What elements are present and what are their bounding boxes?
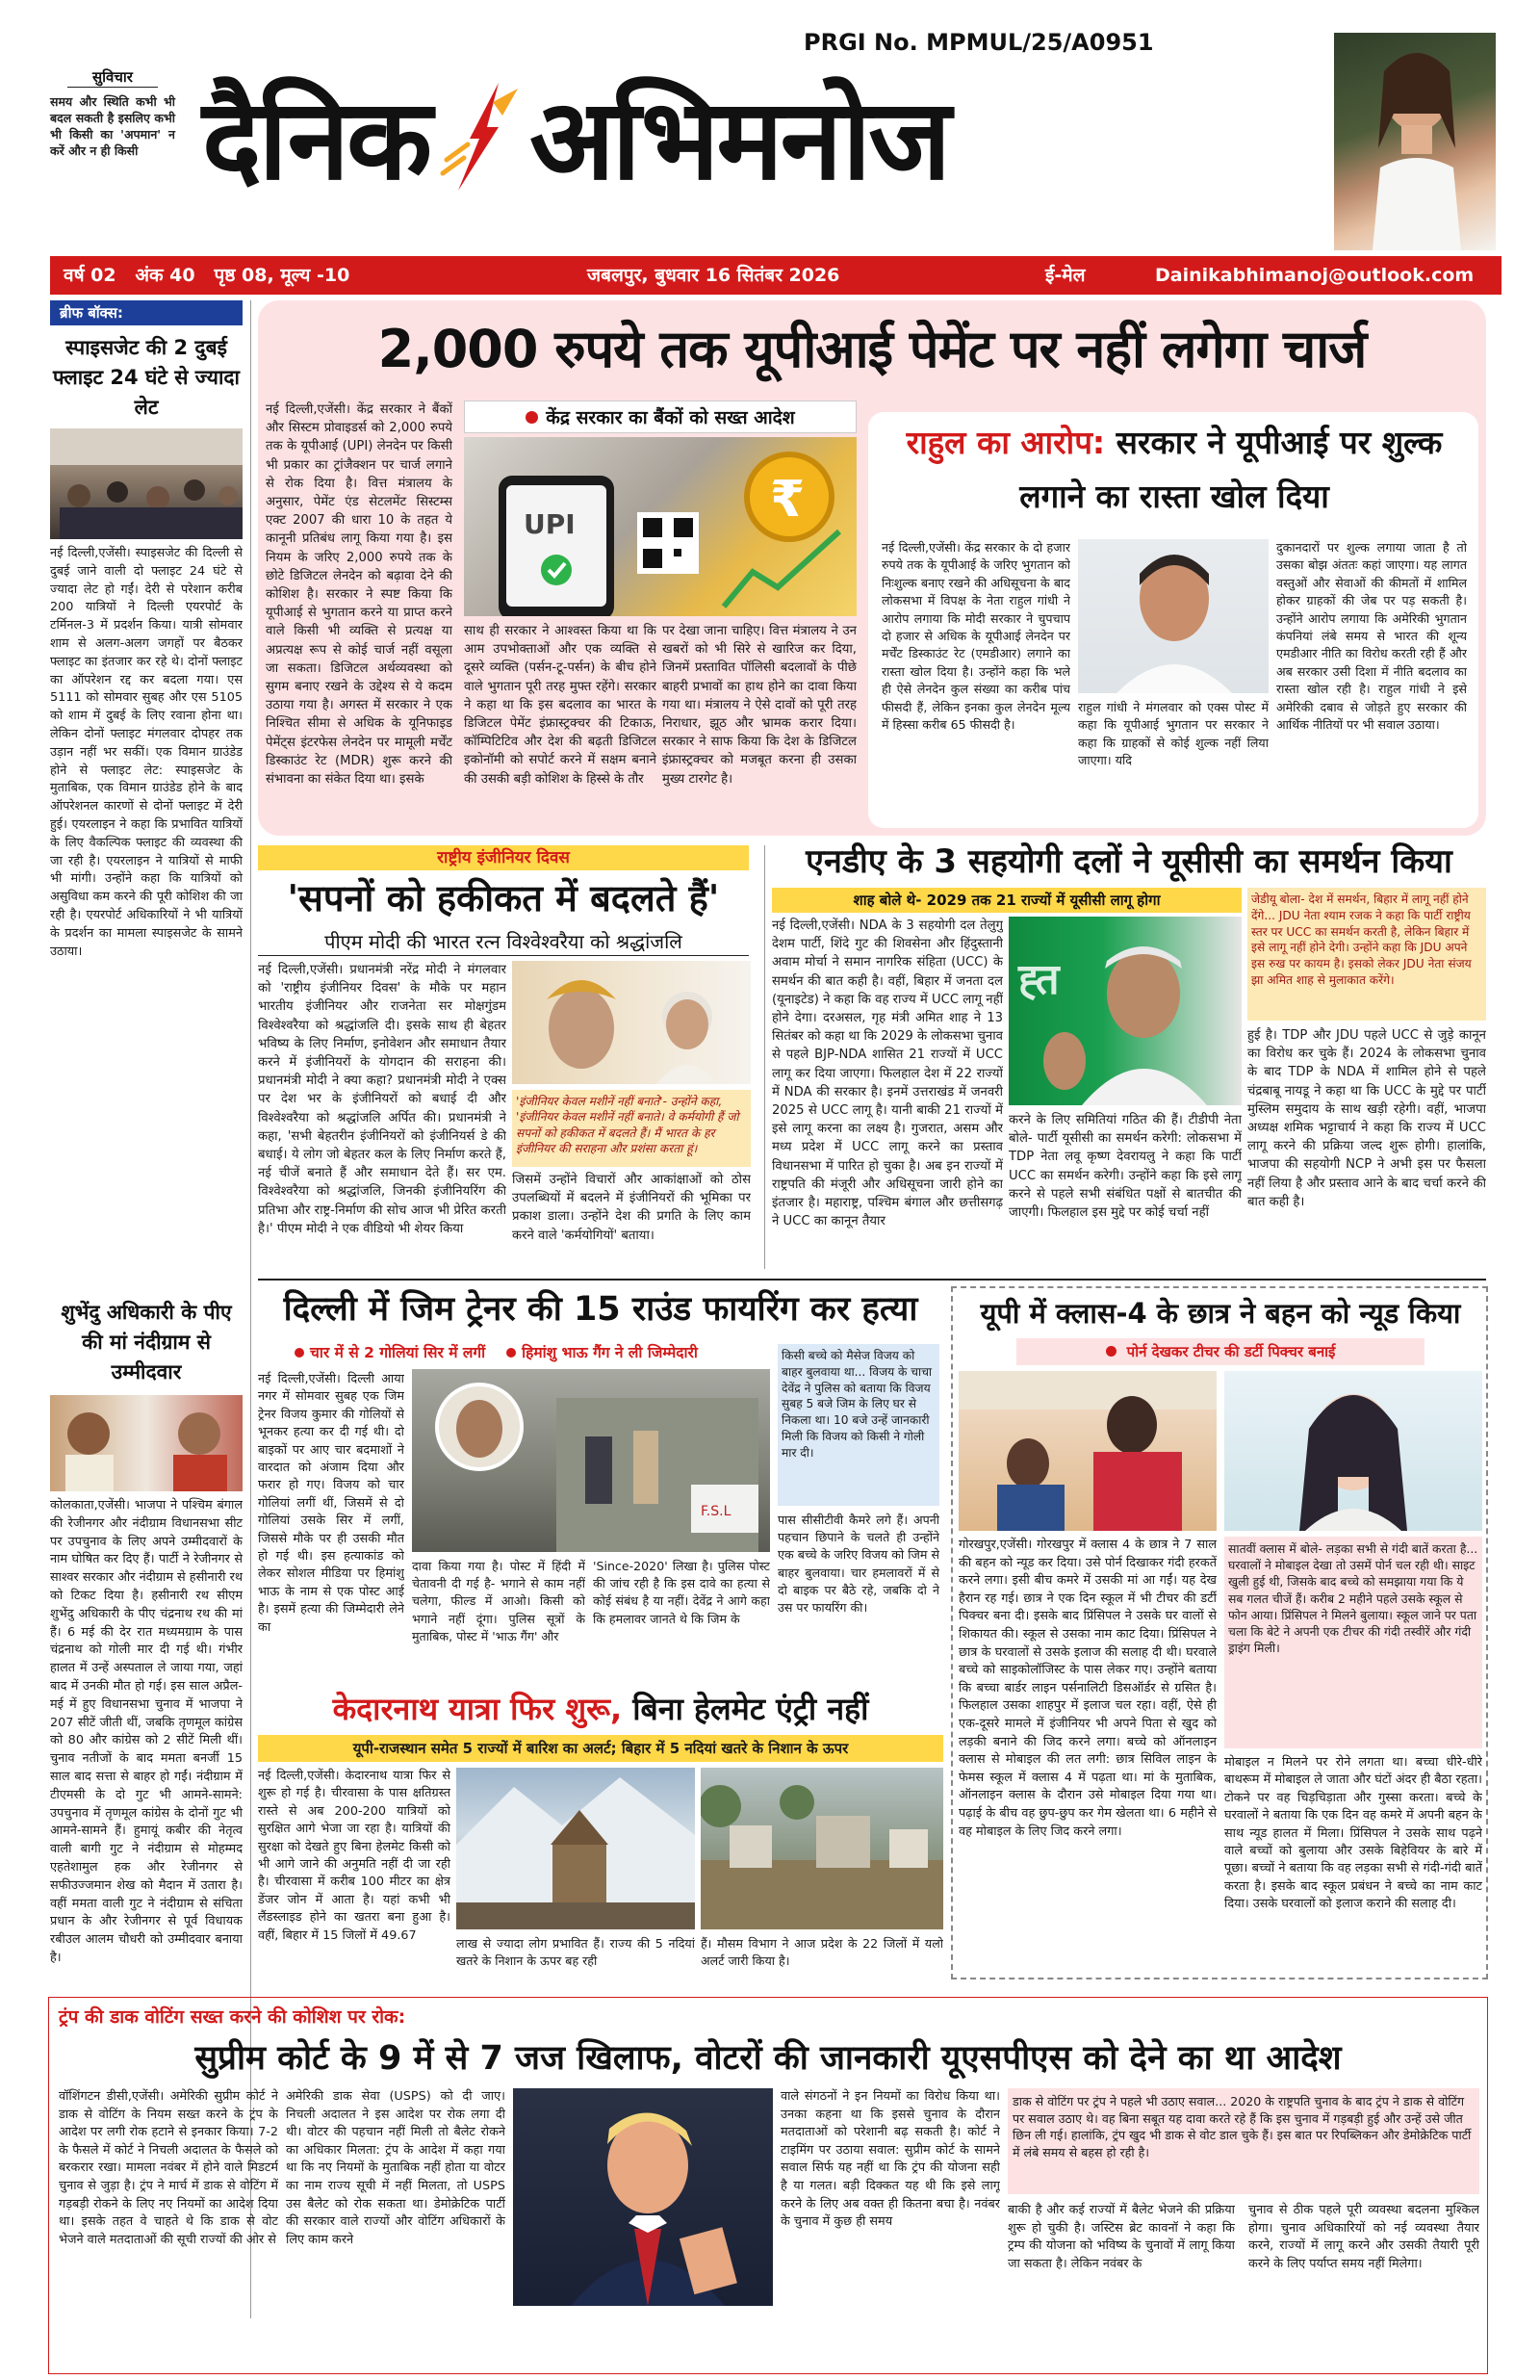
court-story-box (48, 1997, 1488, 2374)
lead-col3: पर देखा जाना चाहिए। वित्त मंत्रालय ने उन खबरों को भी सिरे से खारिज कर दिया, जिनमें प्रस्तावित पॉलिसी बदलावों के पीछे बाहरी प्रभावों का हाथ होने का दावा किया गया था। मंत्रालय ने ऐसे दावों को पूरी तरह निराधार, झूठ और भ्रामक करार दिया। सरकार ने साफ किया कि देश के डिजिटल इंफ्रास्ट्रक्चर को मजबूत करना ही उसका मुख्य टारगेट है। (662, 624, 857, 787)
sidebar-story2-text: कोलकाता,एजेंसी। भाजपा ने पश्चिम बंगाल की रेजीनगर और नंदीग्राम विधानसभा सीट पर उपचुनाव के लिए अपने उम्मीदवारों के नाम घोषित कर दिए हैं। पार्टी ने रेजीनगर से साश्वर सरकार और नंदीग्राम से हसीनारी रथ को टिकट दिया है। हसीनारी रथ सीएम शुभेंदु अधिकारी के पीए चंद्रनाथ रथ की मां हैं। 6 मई की देर रात मध्यमग्राम के पास चंद्रनाथ को गोली मार दी गई थी। गंभीर हालत में उन्हें अस्पताल ले जाया गया, जहां बाद में उनकी मौत हो गई। इस साल अप्रैल-मई में हुए विधानसभा चुनाव में भाजपा ने 207 सीटें जीती थीं, जबकि तृणमूल कांग्रेस को 80 और कांग्रेस को 2 सीटें मिली थीं। चुनाव नतीजों के बाद ममता बनर्जी 15 साल बाद सत्ता से बाहर हो गईं। नंदीग्राम में टीएमसी के दो गुट भी आमने-सामने: उपचुनाव में तृणमूल कांग्रेस के दोनों गुट भी आमने-सामने हैं। हुमायूं कबीर की नेतृत्व वाली बागी गुट ने नंदीग्राम से मोहम्मद एहतेशामुल हक और रेजीनगर से सफीउज्जमान शेख को मैदान में उतारा है। वहीं ममता वाली गुट ने नंदीग्राम से संचिता प्रधान के और रेजीनगर से पूर्व विधायक रबीउल आलम चौधरी को उम्मीदवार बनाया है। (50, 1498, 243, 1965)
gym-col4: पास सीसीटीवी कैमरे लगे हैं। अपनी पहचान छिपाने के चलते ही उन्होंने एक बच्चे के जरिए विजय को जिम से बाहर बुलवाया। चार हमलावरों में से दो बाइक पर बैठे रहे, जबकि दो ने उस पर फायरिंग की। (778, 1513, 939, 1616)
school-headline: यूपी में क्लास-4 के छात्र ने बहन को न्यूड किया (980, 1297, 1461, 1330)
lead-sub-banner (464, 401, 857, 433)
thought-text: समय और स्थिति कभी भी बदल सकती है इसलिए कभी भी किसी का 'अपमान' न करें और न ही किसी (50, 94, 175, 158)
court-col1: वॉशिंगटन डीसी,एजेंसी। अमेरिकी सुप्रीम कोर्ट ने डाक से वोटिंग के नियम सख्त करने के ट्रंप के आदेश पर लगी रोक हटाने से इनकार किया। 7-2 के फैसले में कोर्ट ने निचली अदालत के फैसले को बरकरार रखा। मामला नवंबर में होने वाले मिडटर्म चुनाव से जुड़ा है। ट्रंप ने मार्च में डाक से वोटिंग में गड़बड़ी रोकने के लिए नए नियमों का आदेश दिया था। इसके तहत वे चाहते थे कि डाक से वोट भेजने वाले मतदाताओं की सूची राज्यों की ओर से (59, 2089, 278, 2247)
rahul-photo-caption: राहुल गांधी ने मंगलवार को एक्स पोस्ट में कहा कि यूपीआई भुगतान पर सरकार ने कहा कि ग्राहकों से कोई शुल्क नहीं लिया जाएगा। यदि (1078, 700, 1269, 768)
lead-headline: 2,000 रुपये तक यूपीआई पेमेंट पर नहीं लगेगा चार्ज (377, 319, 1367, 379)
engineer-headline: 'सपनों को हकीकत में बदलते हैं' (287, 877, 720, 919)
school-col2: मोबाइल न मिलने पर रोने लगता था। बच्चा धीरे-धीरे बाथरूम में मोबाइल ले जाता और घंटों अंदर ही बैठा रहता। टोकने पर वह चिड़चिड़ाता और गुस्सा करता। बच्चे के घरवालों ने बताया कि एक दिन वह कमरे में अपनी बहन के साथ न्यूड हालत में मिला। प्रिंसिपल ने उसके साथ पढ़ने वाले बच्चों को बुलाया और उसके बिहेवियर के बारे में पूछा। बच्चों ने बताया कि वह लड़का सभी से गंदी-गंदी बातें करता है। इसके बाद स्कूल प्रबंधन ने बच्चे का नाम काट दिया। उसके घरवालों को इलाज कराने की सलाह दी। (1224, 1755, 1482, 1912)
row-divider-1 (258, 1279, 1486, 1281)
rahul-headline (876, 416, 1473, 524)
svg-text:UPI: UPI (524, 508, 576, 540)
lead-col2: साथ ही सरकार ने आश्वस्त किया था कि आम उपभोक्ताओं और एक व्यक्ति से दूसरे व्यक्ति (पर्सन-टू-पर्सन) के बीच होने वाले भुगतान पूरी तरह मुफ्त रहेंगे। सरकार ने कहा था कि इस बदलाव का भारत के डिजिटल पेमेंट इंफ्रास्ट्रक्चर की टिकाऊ, कॉम्पिटिटिव और देश की बढ़ती डिजिटल इकोनॉमी को सपोर्ट करने में सक्षम बनाने की उसकी बड़ी कोशिश के हिस्से के तौर (464, 624, 656, 787)
title-part-1: दैनिक (202, 75, 430, 205)
court-col2: अमेरिकी डाक सेवा (USPS) को दी जाए। निचली अदालत ने इस आदेश पर रोक लगा दी थी। वोटर की पहचान नहीं मिली तो बैलेट रोकने का अधिकार मिलता: ट्रंप के आदेश में कहा गया था कि नए नियमों के मुताबिक नहीं होता या वोटर का नाम राज्य सूची में नहीं मिलता, तो USPS उस बैलेट को रोक सकता था। डेमोक्रेटिक पार्टी की सरकार वाले राज्यों और वोटिंग अधिकारों के लिए काम करने (286, 2089, 505, 2247)
ucc-headline: एनडीए के 3 सहयोगी दलों ने यूसीसी का समर्थन किया (806, 842, 1452, 881)
gym-crime-photo (412, 1369, 770, 1552)
masthead (0, 0, 1540, 252)
school-story (959, 1292, 1482, 1976)
gym-sub2: हिमांशु भाऊ गैंग ने ली जिम्मेदारी (522, 1344, 698, 1361)
svg-text:ह्त: ह्त (1018, 955, 1060, 1004)
kedarnath-headline (258, 1687, 943, 1731)
girl-distress-photo (1224, 1371, 1482, 1531)
ucc-col2: करने के लिए समितियां गठित की हैं। टीडीपी नेता बोले- पार्टी यूसीसी का समर्थन करेगी: लोकसभा में TDP नेता लवू कृष्ण देवरायलु ने कहा कि पार्टी UCC का समर्थन करेगी। उन्होंने कहा कि इसे लागू करने से पहले सभी संबंधित पक्षों से बातचीत की जाएगी। फिलहाल इस मुद्दे पर कोई चर्चा नहीं (1009, 1113, 1242, 1221)
court-col4: बाकी है और कई राज्यों में बैलेट भेजने की प्रक्रिया शुरू हो चुकी है। जस्टिस ब्रेट कावनॉ ने कहा कि ट्रम्प की योजना को भविष्य के चुनावों में लागू किया जा सकता है। लेकिन नवंबर के (1008, 2203, 1235, 2271)
court-note: डाक से वोटिंग पर ट्रंप ने पहले भी उठाए सवाल... 2020 के राष्ट्रपति चुनाव के बाद ट्रंप ने डाक से वोटिंग पर सवाल उठाए थे। वह बिना सबूत यह दावा करते रहे हैं कि इस चुनाव में गड़बड़ी हुई और उन्हें उसे जीत छिन ली गई। हालांकि, ट्रंप खुद भी डाक से वोट डाल चुके हैं। इस बात पर रिपब्लिकन और डेमोक्रेटिक पार्टी में लंबे समय से बहस हो रही है। (1008, 2088, 1479, 2194)
upi-phone-photo (464, 437, 857, 616)
kedarnath-sub-bar (258, 1735, 943, 1762)
bullet-icon (506, 1348, 516, 1358)
bullet-icon (1106, 1346, 1116, 1357)
rahul-col1: नई दिल्ली,एजेंसी। केंद्र सरकार के दो हजार रुपये तक के यूपीआई के जरिए भुगतान को निःशुल्क बनाए रखने की अधिसूचना के बाद लोकसभा में विपक्ष के नेता राहुल गांधी ने आरोप लगाया कि मोदी सरकार ने चुपचाप दो हजार से अधिक के यूपीआई लेनदेन पर मर्चेंट डिस्काउंट रेट (एमडीआर) लगाने का रास्ता खोल दिया है। उन्होंने कहा कि भले ही ऐसे लेनदेन कुल संख्या का करीब पांच फीसदी हैं, लेकिन इनका कुल लेनदेन मूल्य में हिस्सा करीब 65 फीसदी है। (882, 540, 1070, 733)
rahul-gandhi-photo (1078, 539, 1269, 693)
kedarnath-col2: लाख से ज्यादा लोग प्रभावित हैं। राज्य की 5 नदियां खतरे के निशान के ऊपर बह रही (456, 1936, 695, 1969)
court-col3: वाले संगठनों ने इन नियमों का विरोध किया था। उनका कहना था कि इससे चुनाव के दौरान मतदाताओं को परेशानी बढ़ सकती है। कोर्ट ने टाइमिंग पर उठाया सवाल: सुप्रीम कोर्ट के सामने सवाल सिर्फ यह नहीं था कि ट्रंप की योजना सही है या गलत। बड़ी दिक्कत यह थी कि इसे लागू करने के लिए अब वक्त ही कितना बचा है। नवंबर के चुनाव में कुछ ही समय (781, 2089, 1000, 2230)
gym-sub1: चार में से 2 गोलियां सिर में लगीं (310, 1344, 486, 1361)
gym-sub2-wrap (506, 1340, 698, 1365)
email-address[interactable]: Dainikabhimanoj@outlook.com (1155, 265, 1475, 286)
gym-note: किसी बच्चे को मैसेज विजय को बाहर बुलवाया था... विजय के चाचा देवेंद्र ने पुलिस को बताया कि विजय सुबह 5 बजे जिम के लिए घर से निकला था। 10 बजे उन्हें जानकारी मिली कि विजय को किसी ने गोली मार दी। (778, 1344, 939, 1506)
rahul-col3: दुकानदारों पर शुल्क लगाया जाता है तो उसका बोझ अंततः कहां जाएगा। यह लागत वस्तुओं और सेवाओं की कीमतों में शामिल होकर ग्राहकों की जेब पर पड़ सकती है। उन्होंने आरोप लगाया कि अमेरिकी भुगतान कंपनियां लंबे समय से भारत की शून्य एमडीआर नीति का विरोध करती रही हैं और अब सरकार उसी दिशा में नीति बदलाव का रास्ता खोल रही है। राहुल गांधी ने इसे अमेरिकी दबाव से जोड़ते हुए सरकार की आर्थिक नीतियों पर भी सवाल उठाया। (1276, 540, 1467, 733)
gym-subs (258, 1340, 778, 1365)
svg-text:₹: ₹ (770, 471, 806, 529)
thought-title: सुविचार (67, 67, 158, 88)
trump-photo (513, 2088, 773, 2306)
lead-col1: नई दिल्ली,एजेंसी। केंद्र सरकार ने बैंकों और सिस्टम प्रोवाइडर्स को 2,000 रुपये तक के यूपीआई (UPI) लेनदेन पर किसी भी प्रकार का ट्रांजैक्शन पर चार्ज लगाने से रोक दिया है। वित्त मंत्रालय के अनुसार, पेमेंट एंड सेटलमेंट सिस्टम्स एक्ट 2007 की धारा 10 के तहत ये कानूनी प्रतिबंध लागू किया गया है। इस नियम के जरिए 2,000 रुपये तक के छोटे डिजिटल लेनदेन को बढ़ावा देने की कोशिश है। सरकार ने स्पष्ट किया कि यूपीआई से भुगतान करने या प्राप्त करने वाले किसी भी व्यक्ति से प्रत्यक्ष या अप्रत्यक्ष रूप से कोई चार्ज नहीं वसूला जा सकता। डिजिटल अर्थव्यवस्था को सुगम बनाए रखने के उद्देश्य से ये कदम उठाया गया है। अगस्त में सरकार ने एक निश्चित सीमा से अधिक के यूनिफाइड पेमेंट्स इंटरफेस लेनदेन पर मामूली मर्चेंट डिस्काउंट रेट (MDR) शुरू करने की संभावना का संकेत दिया था। इसके (266, 402, 452, 788)
celebrity-photo (1334, 33, 1496, 250)
gym-sub1-wrap (295, 1340, 485, 1365)
gym-story (258, 1286, 943, 1681)
amit-shah-photo (1009, 917, 1242, 1105)
engineer-kicker: राष्ट्रीय इंजीनियर दिवस (437, 848, 570, 867)
sidebar-label: ब्रीफ बॉक्स: (50, 300, 243, 325)
candidates-photo (50, 1395, 243, 1491)
rahul-box (868, 412, 1478, 828)
sidebar-story1-headline: स्पाइसजेट की 2 दुबई फ्लाइट 24 घंटे से ज्यादा लेट (53, 336, 240, 419)
gym-col1: नई दिल्ली,एजेंसी। दिल्ली आया नगर में सोमवार सुबह एक जिम ट्रेनर विजय कुमार की गोलियों से भूनकर हत्या कर दी गई थी। दो बाइकों पर आए चार बदमाशों ने वारदात को अंजाम दिया और फरार हो गए। विजय को चार गोलियां लगीं थीं, जिसमें से दो गोलियां उसके सिर में लगीं, जिससे मौके पर ही उसकी मौत हो गई थी। इस हत्याकांड को लेकर सोशल मीडिया पर हिमांशु भाऊ के नाम से एक पोस्ट आई है। इसमें हत्या की जिम्मेदारी लेने का (258, 1372, 404, 1635)
info-bar (50, 256, 1502, 295)
engineer-divider (764, 845, 765, 1269)
engineer-quote: 'इंजीनियर केवल मशीनें नहीं बनाते'- उन्होंने कहा, 'इंजीनियर केवल मशीनें नहीं बनाते। वे कर्मयोगी हैं जो सपनों को हकीकत में बदलते हैं। मैं भारत के हर इंजीनियर की सराहना और प्रशंसा करता हूं। (512, 1090, 751, 1167)
kedarnath-col1: नई दिल्ली,एजेंसी। केदारनाथ यात्रा फिर से शुरू हो गई है। चीरवासा के पास क्षतिग्रस्त रास्ते से अब 200-200 यात्रियों को सुरक्षित आगे भेजा जा रहा है। यात्रियों की सुरक्षा को देखते हुए बिना हेलमेट किसी को भी आगे जाने की अनुमति नहीं दी जा रही है। चीरवासा में करीब 100 मीटर का क्षेत्र डेंजर जोन में आता है। यहां कभी भी लैंडस्लाइड होने का खतरा बना हुआ है। वहीं, बिहार में 15 जिलों में 49.67 (258, 1769, 450, 1943)
modi-visvesvaraya-photo (512, 961, 751, 1084)
email-label: ई-मेल (1045, 265, 1086, 286)
prgi-number: PRGI No. MPMUL/25/A0951 (804, 29, 1154, 56)
date-line: जबलपुर, बुधवार 16 सितंबर 2026 (587, 265, 840, 286)
svg-text:F.S.L: F.S.L (701, 1504, 732, 1519)
flood-photo (701, 1768, 943, 1929)
school-col1: गोरखपुर,एजेंसी। गोरखपुर में क्लास 4 के छात्र ने 7 साल की बहन को न्यूड कर दिया। उसे पोर्न दिखाकर गंदी हरकतें करने लगा। इसी बीच कमरे में उसकी मां आ गईं। यह देख हैरान रह गई। छात्र ने एक दिन स्कूल में भी टीचर की डर्टी पिक्चर बना दी। इसके बाद प्रिंसिपल ने उसके घर वालों से शिकायत की। स्कूल से उसका नाम काट दिया। प्रिंसिपल ने छात्र के घरवालों से उसके इलाज की सलाह दी थी। घरवाले बच्चे को साइकोलॉजिस्ट के पास लेकर गए। उन्होंने बताया कि बच्चा बार्डर लाइन पर्सनालिटी डिसऑर्डर से ग्रसित है। फिलहाल उसका शाहपुर में इलाज चल रहा। वहीं, ऐसे ही एक-दूसरे मामले में इंजीनियर भी अपने पिता से खुद को लड़की बनाने की जिद करने लगा। बच्चे को ऑनलाइन क्लास से मोबाइल की लत लगी: छात्र सिविल लाइन के फेमस स्कूल में क्लास 4 में पढ़ता था। मां के मुताबिक, ऑनलाइन क्लास के दौरान उसे मोबाइल दिया गया था। पढ़ाई के बीच वह छुप-छुप कर गेम खेलता था। 6 महीने से वह मोबाइल के लिए जिद करने लगा। (959, 1538, 1217, 1839)
rahul-headline-red: राहुल का आरोप: (906, 424, 1106, 461)
bullet-icon (295, 1348, 304, 1358)
kedarnath-sub: यूपी-राजस्थान समेत 5 राज्यों में बारिश का अलर्ट; बिहार में 5 नदियां खतरे के निशान के ऊपर (352, 1740, 849, 1757)
school-sub: पोर्न देखकर टीचर की डर्टी पिक्चर बनाई (1126, 1343, 1336, 1360)
airport-crowd-photo (50, 428, 243, 539)
gym-col2: दावा किया गया है। पोस्ट में हिंदी में चेतावनी दी गई है- भगाने से काम नहीं चलेगा, फील्ड में आओ। किसी को भगाने नहीं दूंगा। पुलिस सूत्रों के मुताबिक, पोस्ट में 'भाऊ गैंग' और (412, 1559, 585, 1643)
child-phone-photo (959, 1371, 1217, 1531)
newspaper-title (202, 58, 1309, 212)
thought-box (50, 67, 175, 250)
ucc-col1: नई दिल्ली,एजेंसी। NDA के 3 सहयोगी दल तेलुगु देशम पार्टी, शिंदे गुट की शिवसेना और हिंदुस्तानी अवाम मोर्चा ने समान नागरिक संहिता (UCC) के समर्थन की बात कही है। वहीं, बिहार में जनता दल (यूनाइटेड) ने कहा कि वह राज्य में UCC लागू नहीं होने देगा। दरअसल, गृह मंत्री अमित शाह ने 13 सितंबर को कहा था कि 2029 के लोकसभा चुनाव से पहले BJP-NDA शासित 21 राज्यों में UCC लागू कर दिया जाएगा। फिलहाल देश में 22 राज्यों में NDA की सरकार है। इनमें उत्तराखंड में जनवरी 2025 से UCC लागू है। यानी बाकी 21 राज्यों में इसे लागू करना का लक्ष्य है। गुजरात, असम और मध्य प्रदेश में UCC लागू करने का प्रस्ताव विधानसभा में पारित हो चुका है। अब इन राज्यों में राष्ट्रपति की मंजूरी और अधिसूचना जारी होने का इंतजार है। महाराष्ट्र, पश्चिम बंगाल और छत्तीसगढ़ ने UCC का कानून तैयार (772, 918, 1003, 1229)
ucc-sub: शाह बोले थे- 2029 तक 21 राज्यों में यूसीसी लागू होगा (853, 892, 1161, 909)
court-headline: सुप्रीम कोर्ट के 9 में से 7 जज खिलाफ, वोटरों की जानकारी यूएसपीएस को देने का था आदेश (194, 2039, 1342, 2078)
court-col5: चुनाव से ठीक पहले पूरी व्यवस्था बदलना मुश्किल होगा। चुनाव अधिकारियों को नई व्यवस्था तैयार करने, राज्यों में लागू करने और उसकी तैयारी पूरी करने के लिए पर्याप्त समय नहीं मिलेगा। (1248, 2203, 1479, 2271)
bullet-icon (526, 411, 538, 424)
ucc-story (772, 840, 1486, 1273)
gym-headline: दिल्ली में जिम ट्रेनर की 15 राउंड फायरिंग कर हत्या (283, 1290, 918, 1329)
engineer-kicker-bar (258, 845, 749, 870)
title-part-2: अभिमनोज (529, 75, 949, 205)
issue-info: वर्ष 02 अंक 40 पृष्ठ 08, मूल्य -10 (64, 265, 350, 286)
ucc-sub-bar (772, 888, 1242, 913)
engineer-subhead: पीएम मोदी की भारत रत्न विश्वेश्वरैया को श्रद्धांजलि (258, 928, 749, 956)
engineer-col2: जिसमें उन्होंने विचारों और आकांक्षाओं को ठोस उपलब्धियों में बदलने में इंजीनियरों की भूमिका पर प्रकाश डाला। उन्होंने देश की प्रगति के लिए काम करने वाले 'कर्मयोगियों' बताया। (512, 1173, 751, 1243)
ucc-col3: हुई है। TDP और JDU पहले UCC से जुड़े कानून का विरोध कर चुके हैं। 2024 के लोकसभा चुनाव के बाद TDP के NDA में शामिल होने से पहले चंद्रबाबू नायडू ने कहा था कि UCC के मुद्दे पर पार्टी मुस्लिम समुदाय के साथ खड़ी रहेगी। वहीं, भाजपा अध्यक्ष शमिक भट्टाचार्य ने कहा कि राज्य में UCC लागू करने की प्रक्रिया जल्द शुरू होगी। हालांकि, भाजपा की सहयोगी NCP ने अभी इस पर फैसला नहीं लिया है और प्रस्ताव आने के बाद चर्चा करने की बात कही है। (1247, 1028, 1486, 1209)
kedarnath-temple-photo (456, 1768, 695, 1929)
school-sub-bar (1016, 1338, 1424, 1365)
kedarnath-headline-text: बिना हेलमेट एंट्री नहीं (632, 1691, 869, 1727)
rocket-logo-icon (435, 77, 524, 193)
kedarnath-story (258, 1687, 943, 1979)
lead-story-box (258, 300, 1486, 836)
gym-col3: 'Since-2020' लिखा है। पुलिस पोस्ट की जांच रही है कि इस दावे का हत्या से कोई संबंध है या नहीं। देवेंद्र ने आगे कहा कि हमलावर जानते थे कि जिम के (593, 1559, 770, 1626)
lead-sub: केंद्र सरकार का बैंकों को सख्त आदेश (546, 407, 795, 428)
engineer-col1: नई दिल्ली,एजेंसी। प्रधानमंत्री नरेंद्र मोदी ने मंगलवार को 'राष्ट्रीय इंजीनियर दिवस' के मौके पर महान भारतीय इंजीनियर और राजनेता सर मोक्षगुंडम विश्वेश्वरैया को श्रद्धांजलि दी। इसके साथ ही बेहतर भविष्य के लिए निर्माण, इनोवेशन और समाधान तैयार करने में इंजीनियरों के योगदान की सराहना की। प्रधानमंत्री मोदी ने क्या कहा? प्रधानमंत्री मोदी ने एक्स पर देश भर के इंजीनियरों को बधाई दी और विश्वेश्वरैया को श्रद्धांजलि अर्पित की। प्रधानमंत्री ने कहा, 'सभी बेहतरीन इंजीनियरों को इंजीनियर्स डे की बधाई। ये लोग जो बेहतर कल के लिए निर्माण करते हैं, नई चीजें बनाते हैं और समाधान देते हैं। सर एम. विश्वेश्वरैया को श्रद्धांजलि, जिनकी इंजीनियरिंग की प्रतिभा और राष्ट्र-निर्माण की सोच आज भी प्रेरित करती है।' पीएम मोदी ने एक वीडियो भी शेयर किया (258, 963, 506, 1236)
rahul-headline-text: सरकार ने यूपीआई पर शुल्क लगाने का रास्ता खोल दिया (1019, 424, 1443, 515)
court-kicker: ट्रंप की डाक वोटिंग सख्त करने की कोशिश पर रोक: (59, 2006, 406, 2028)
sidebar-story2-headline: शुभेंदु अधिकारी के पीए की मां नंदीग्राम से उम्मीदवार (61, 1301, 232, 1384)
engineer-story (258, 840, 758, 1273)
kedarnath-col3: हैं। मौसम विभाग ने आज प्रदेश के 22 जिलों में यलो अलर्ट जारी किया है। (701, 1936, 943, 1969)
kedarnath-headline-red: केदारनाथ यात्रा फिर शुरू, (332, 1691, 623, 1727)
school-note: सातवीं क्लास में बोले- लड़का सभी से गंदी बातें करता है... घरवालों ने मोबाइल देखा तो उसमें पोर्न चल रही थी। साइट खुली हुई थी, जिसके बाद बच्चे को समझाया गया कि ये सब गलत चीजें हैं। करीब 2 महीने पहले उसके स्कूल से फोन आया। प्रिंसिपल ने मिलने बुलाया। स्कूल जाने पर पता चला कि बेटे ने अपनी एक टीचर की गंदी तस्वीरें और गंदी ड्राइंग मिली। (1224, 1537, 1482, 1748)
sidebar-story1-text: नई दिल्ली,एजेंसी। स्पाइसजेट की दिल्ली से दुबई जाने वाली दो फ्लाइट 24 घंटे से ज्यादा लेट हो गईं। देरी से परेशान करीब 200 यात्रियों ने दिल्ली एयरपोर्ट के टर्मिनल-3 में प्रदर्शन किया। यात्री सोमवार शाम से अलग-अलग जगहों पर बैठकर फ्लाइट का इंतजार कर रहे थे। दोनों फ्लाइट का ऑपरेशन रद्द कर बदला गया। एस 5111 को सोमवार सुबह और एस 5105 को शाम में दुबई के लिए रवाना होना था। लेकिन दोनों फ्लाइट मंगलवार दोपहर तक उड़ान नहीं भर सकीं। एक विमान ग्राउंडेड होने से फ्लाइट लेट: स्पाइसजेट के मुताबिक, एक विमान ग्राउंडेड होने के बाद ऑपरेशनल कारणों से दोनों फ्लाइट में देरी हुई। एयरलाइन ने कहा कि प्रभावित यात्रियों के लिए वैकल्पिक फ्लाइट की व्यवस्था की जा रही है। एयरलाइन ने यात्रियों से माफी भी मांगी। उन्होंने कहा कि यात्रियों को असुविधा कम करने की पूरी कोशिश की जा रही है। एयरपोर्ट अधिकारियों ने भी यात्रियों के प्रदर्शन का मामला स्पाइसजेट के सामने उठाया। (50, 546, 243, 959)
ucc-jdu-note: जेडीयू बोला- देश में समर्थन, बिहार में लागू नहीं होने देंगे... JDU नेता श्याम रजक ने कहा कि पार्टी राष्ट्रीय स्तर पर UCC का समर्थन करती है, लेकिन बिहार में इसे लागू नहीं होने देगी। उन्होंने कहा कि JDU अपने इस रुख पर कायम है। इसको लेकर JDU नेता संजय झा अमित शाह से मुलाकात करेंगे। (1247, 888, 1486, 1021)
